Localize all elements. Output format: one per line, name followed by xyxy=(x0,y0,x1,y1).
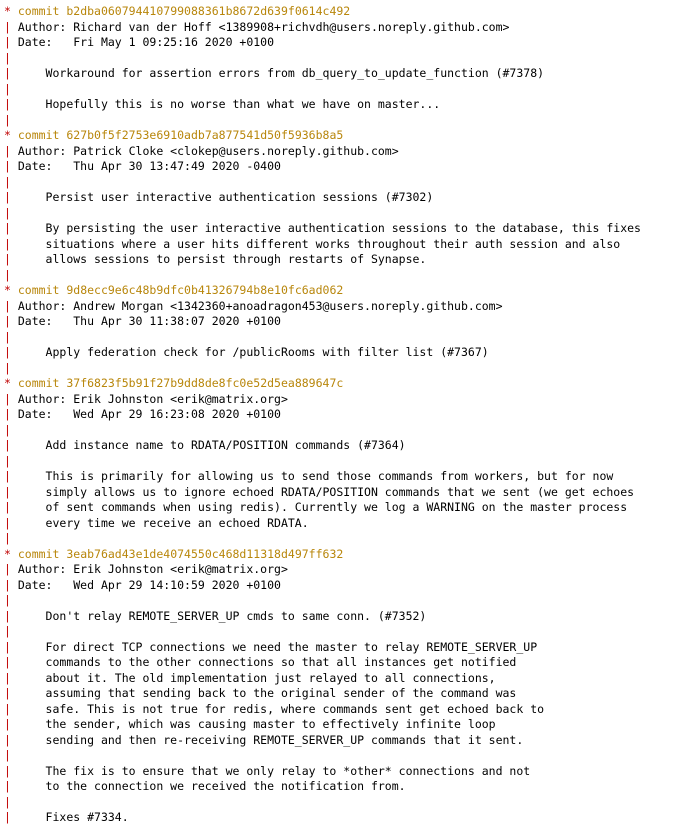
log-line xyxy=(0,159,692,175)
commit-line xyxy=(0,128,692,144)
log-line xyxy=(0,810,692,826)
log-line xyxy=(0,671,692,687)
commit-hash[interactable]: b2dba060794410799088361b8672d639f0614c492 xyxy=(66,4,351,18)
log-line xyxy=(0,733,692,749)
log-text: This is primarily for allowing us to send those commands from workers, but for now xyxy=(10,469,614,483)
graph-edge-icon: | xyxy=(4,701,11,716)
commit-keyword: commit xyxy=(17,4,67,18)
log-line xyxy=(0,593,692,609)
log-line xyxy=(0,640,692,656)
log-text: Author: Patrick Cloke <clokep@users.noreply.github.com> xyxy=(10,143,399,158)
log-text: Date: Thu Apr 30 11:38:07 2020 +0100 xyxy=(10,314,281,328)
graph-edge-icon: | xyxy=(4,329,11,344)
graph-node-icon: * xyxy=(4,546,11,561)
graph-edge-icon: | xyxy=(4,515,11,530)
graph-edge-icon: | xyxy=(4,500,11,514)
log-text: sending and then re-receiving REMOTE_SERVER_UP commands that it sent. xyxy=(10,732,524,747)
log-text: the sender, which was causing master to effectively infinite loop xyxy=(10,717,496,731)
graph-edge-icon: | xyxy=(4,748,11,762)
graph-edge-icon: | xyxy=(4,190,11,204)
graph-edge-icon: | xyxy=(4,345,11,359)
graph-edge-icon: | xyxy=(4,531,11,545)
graph-edge-icon: | xyxy=(4,407,11,421)
graph-edge-icon: | xyxy=(4,267,11,282)
graph-edge-icon: | xyxy=(4,562,11,576)
log-line xyxy=(0,144,692,160)
log-line xyxy=(0,686,692,702)
graph-edge-icon: | xyxy=(4,159,11,173)
log-line xyxy=(0,299,692,315)
log-text: Author: Erik Johnston <erik@matrix.org> xyxy=(10,391,288,406)
log-line xyxy=(0,454,692,470)
graph-edge-icon: | xyxy=(4,484,11,499)
commit-line xyxy=(0,376,692,392)
log-line xyxy=(0,485,692,501)
commit-keyword: commit xyxy=(17,546,67,561)
log-line xyxy=(0,500,692,516)
log-line xyxy=(0,237,692,253)
log-line xyxy=(0,469,692,485)
graph-edge-icon: | xyxy=(4,205,11,220)
log-text: Hopefully this is no worse than what we have on master... xyxy=(10,97,441,111)
commit-line xyxy=(0,283,692,299)
commit-line xyxy=(0,547,692,563)
log-line xyxy=(0,531,692,547)
log-line xyxy=(0,516,692,532)
graph-edge-icon: | xyxy=(4,19,11,34)
log-text: Workaround for assertion errors from db_query_to_update_function (#7378) xyxy=(10,66,545,80)
graph-edge-icon: | xyxy=(4,360,11,375)
graph-edge-icon: | xyxy=(4,639,11,654)
log-line xyxy=(0,717,692,733)
graph-edge-icon: | xyxy=(4,608,11,623)
log-line xyxy=(0,748,692,764)
graph-edge-icon: | xyxy=(4,298,11,313)
log-text: commands to the other connections so that all instances get notified xyxy=(10,655,517,669)
graph-node-icon: * xyxy=(4,376,11,390)
log-text: simply allows us to ignore echoed RDATA/POSITION commands that we sent (we get echoes xyxy=(10,484,635,499)
graph-edge-icon: | xyxy=(4,686,11,700)
graph-edge-icon: | xyxy=(4,221,11,235)
log-text: to the connection we received the notification from. xyxy=(10,779,406,793)
graph-edge-icon: | xyxy=(4,81,11,96)
log-line xyxy=(0,407,692,423)
commit-line xyxy=(0,4,692,20)
log-line xyxy=(0,314,692,330)
graph-edge-icon: | xyxy=(4,112,11,127)
log-line xyxy=(0,35,692,51)
log-text: Date: Wed Apr 29 16:23:08 2020 +0100 xyxy=(10,407,281,421)
log-line xyxy=(0,392,692,408)
graph-edge-icon: | xyxy=(4,670,11,685)
log-line xyxy=(0,562,692,578)
graph-edge-icon: | xyxy=(4,35,11,49)
log-line xyxy=(0,330,692,346)
log-line xyxy=(0,655,692,671)
graph-edge-icon: | xyxy=(4,252,11,266)
log-text: Fixes #7334. xyxy=(10,810,129,824)
graph-edge-icon: | xyxy=(4,314,11,328)
log-text: Persist user interactive authentication sessions (#7302) xyxy=(10,190,434,204)
log-line xyxy=(0,206,692,222)
log-line xyxy=(0,20,692,36)
commit-hash[interactable]: 37f6823f5b91f27b9dd8de8fc0e52d5ea889647c xyxy=(66,376,344,390)
log-text: assuming that sending back to the original sender of the command was xyxy=(10,686,517,700)
log-text: The fix is to ensure that we only relay to *other* connections and not xyxy=(10,763,531,778)
commit-keyword: commit xyxy=(17,128,67,142)
graph-node-icon: * xyxy=(4,4,11,18)
log-text: Author: Andrew Morgan <1342360+anoadragon453@users.noreply.github.com> xyxy=(10,298,503,313)
log-line xyxy=(0,51,692,67)
graph-edge-icon: | xyxy=(4,143,11,158)
log-text: Date: Fri May 1 09:25:16 2020 +0100 xyxy=(10,35,275,49)
log-line xyxy=(0,795,692,811)
log-text: situations where a user hits different works throughout their auth session and also xyxy=(10,236,621,251)
log-text: every time we receive an echoed RDATA. xyxy=(10,515,309,530)
log-line xyxy=(0,82,692,98)
log-text: Apply federation check for /publicRooms with filter list (#7367) xyxy=(10,345,489,359)
graph-edge-icon: | xyxy=(4,763,11,778)
graph-edge-icon: | xyxy=(4,236,11,251)
log-text: safe. This is not true for redis, where commands sent get echoed back to xyxy=(10,701,545,716)
log-text: of sent commands when using redis). Currently we log a WARNING on the master process xyxy=(10,500,628,514)
graph-edge-icon: | xyxy=(4,655,11,669)
graph-node-icon: * xyxy=(4,128,11,142)
log-text: By persisting the user interactive authentication sessions to the database, this fixes xyxy=(10,221,641,235)
log-text: allows sessions to persist through restarts of Synapse. xyxy=(10,252,427,266)
log-text: Author: Richard van der Hoff <1389908+richvdh@users.noreply.github.com> xyxy=(10,19,510,34)
graph-edge-icon: | xyxy=(4,779,11,793)
graph-edge-icon: | xyxy=(4,717,11,731)
log-text: Author: Erik Johnston <erik@matrix.org> xyxy=(10,562,288,576)
graph-edge-icon: | xyxy=(4,794,11,809)
log-line xyxy=(0,221,692,237)
graph-edge-icon: | xyxy=(4,50,11,65)
commit-hash[interactable]: 9d8ecc9e6c48b9dfc0b41326794b8e10fc6ad062 xyxy=(66,283,344,297)
log-text: about it. The old implementation just relayed to all connections, xyxy=(10,670,496,685)
log-text: Add instance name to RDATA/POSITION commands (#7364) xyxy=(10,438,406,452)
log-line xyxy=(0,97,692,113)
graph-edge-icon: | xyxy=(4,469,11,483)
commit-keyword: commit xyxy=(17,283,67,297)
log-line xyxy=(0,423,692,439)
graph-edge-icon: | xyxy=(4,174,11,189)
log-text: For direct TCP connections we need the master to relay REMOTE_SERVER_UP xyxy=(10,639,538,654)
log-line xyxy=(0,578,692,594)
spacer xyxy=(11,128,18,142)
graph-node-icon: * xyxy=(4,283,11,297)
graph-edge-icon: | xyxy=(4,732,11,747)
graph-edge-icon: | xyxy=(4,97,11,111)
log-line xyxy=(0,609,692,625)
log-line xyxy=(0,175,692,191)
spacer xyxy=(11,283,18,297)
spacer xyxy=(11,4,18,18)
commit-keyword: commit xyxy=(17,376,67,390)
log-text: Date: Thu Apr 30 13:47:49 2020 -0400 xyxy=(10,159,281,173)
log-line xyxy=(0,113,692,129)
log-line xyxy=(0,345,692,361)
log-line xyxy=(0,702,692,718)
log-line xyxy=(0,764,692,780)
graph-edge-icon: | xyxy=(4,453,11,468)
log-line xyxy=(0,624,692,640)
graph-edge-icon: | xyxy=(4,391,11,406)
graph-edge-icon: | xyxy=(4,422,11,437)
log-text: Date: Wed Apr 29 14:10:59 2020 +0100 xyxy=(10,577,281,592)
graph-edge-icon: | xyxy=(4,593,11,607)
log-line xyxy=(0,268,692,284)
log-line xyxy=(0,190,692,206)
graph-edge-icon: | xyxy=(4,577,11,592)
commit-hash[interactable]: 3eab76ad43e1de4074550c468d11318d497ff632 xyxy=(66,546,344,561)
log-line xyxy=(0,779,692,795)
spacer xyxy=(11,376,18,390)
log-text: Don't relay REMOTE_SERVER_UP cmds to same conn. (#7352) xyxy=(10,608,427,623)
log-line xyxy=(0,361,692,377)
graph-edge-icon: | xyxy=(4,624,11,638)
log-line xyxy=(0,252,692,268)
spacer xyxy=(11,547,18,561)
commit-hash[interactable]: 627b0f5f2753e6910adb7a877541d50f5936b8a5 xyxy=(66,128,344,142)
log-line xyxy=(0,438,692,454)
graph-edge-icon: | xyxy=(4,438,11,452)
graph-edge-icon: | xyxy=(4,66,11,80)
graph-edge-icon: | xyxy=(4,810,11,824)
log-line xyxy=(0,66,692,82)
